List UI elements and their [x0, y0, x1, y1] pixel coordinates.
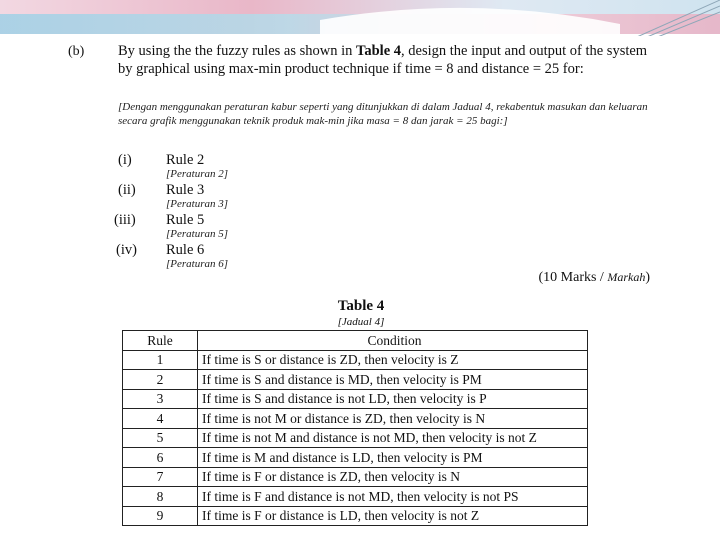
rule-condition: If time is S or distance is ZD, then velocity is Z [198, 350, 588, 370]
condition-column-header: Condition [198, 331, 588, 351]
table-row [123, 506, 588, 526]
rule-condition: If time is F and distance is not MD, then velocity is not PS [198, 487, 588, 507]
rule-condition: If time is M and distance is LD, then velocity is PM [198, 448, 588, 468]
rule-condition: If time is not M and distance is not MD, then velocity is not Z [198, 428, 588, 448]
rule-condition: If time is F or distance is ZD, then velocity is N [198, 467, 588, 487]
rule-number: 6 [123, 448, 198, 468]
rule-condition: If time is S and distance is MD, then velocity is PM [198, 370, 588, 390]
banner-lines [620, 0, 720, 40]
sub-question-number: (ii) [118, 182, 136, 198]
table-title: Table 4 [337, 298, 385, 314]
table-row [123, 428, 588, 448]
fuzzy-rules-table [122, 330, 588, 526]
rule-number: 3 [123, 389, 198, 409]
question-translation: [Dengan menggunakan peraturan kabur seperti yang ditunjukkan di dalam Jadual 4, rekabentuk masukan dan keluaran secara grafik menggunakan teknik produk mak-min jika masa = 8 dan jarak = 25 bagi:] [118, 101, 648, 127]
sub-question-number: (i) [118, 152, 132, 168]
sub-question-number: (iv) [116, 242, 137, 258]
sub-question-label: Rule 3 [166, 182, 205, 198]
sub-question-translation: [Peraturan 2] [166, 168, 229, 180]
sub-question-translation: [Peraturan 3] [166, 198, 229, 210]
sub-question-number: (iii) [114, 212, 136, 228]
marks-note: (10 Marks / Markah) [538, 270, 650, 285]
rule-number: 1 [123, 350, 198, 370]
table-row [123, 487, 588, 507]
sub-question-translation: [Peraturan 6] [166, 258, 229, 270]
sub-question-label: Rule 6 [166, 242, 205, 258]
sub-question-label: Rule 5 [166, 212, 205, 228]
rule-condition: If time is S and distance is not LD, then velocity is P [198, 389, 588, 409]
sub-question-label: Rule 2 [166, 152, 205, 168]
rule-number: 4 [123, 409, 198, 429]
table-row [123, 389, 588, 409]
exam-sheet [56, 36, 666, 536]
rule-number: 7 [123, 467, 198, 487]
table-row [123, 370, 588, 390]
banner-swoosh [320, 0, 620, 36]
sub-question-translation: [Peraturan 5] [166, 228, 229, 240]
table-row [123, 409, 588, 429]
table-reference: Table 4 [356, 43, 402, 59]
table-subtitle: [Jadual 4] [337, 316, 385, 328]
rule-condition: If time is F or distance is LD, then velocity is not Z [198, 506, 588, 526]
table-header-row [123, 331, 588, 351]
table-row [123, 350, 588, 370]
rule-number: 5 [123, 428, 198, 448]
question-label: (b) [68, 44, 85, 59]
rule-condition: If time is not M or distance is ZD, then velocity is N [198, 409, 588, 429]
rule-number: 8 [123, 487, 198, 507]
rule-number: 9 [123, 506, 198, 526]
rule-number: 2 [123, 370, 198, 390]
table-row [123, 467, 588, 487]
rule-column-header: Rule [123, 331, 198, 351]
table-row [123, 448, 588, 468]
question-text: By using the the fuzzy rules as shown in Table 4, design the input and output of the system by graphical using max-min product technique if time = 8 and distance = 25 for: [118, 43, 648, 77]
